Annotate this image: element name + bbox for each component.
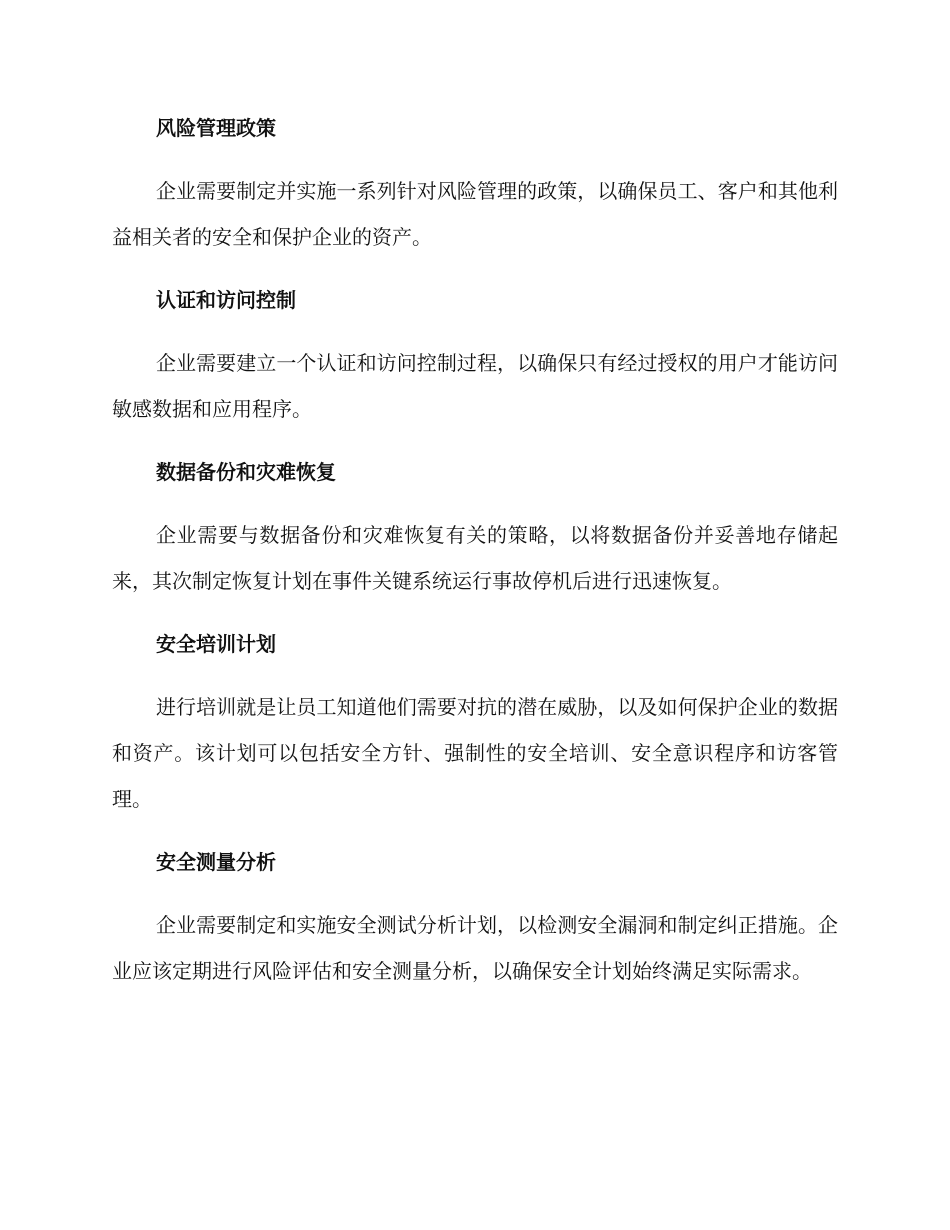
section-paragraph: 企业需要与数据备份和灾难恢复有关的策略，以将数据备份并妥善地存储起来，其次制定恢复计划在事件关键系统运行事故停机后进行迅速恢复。 [112, 523, 838, 593]
section-authentication-access-control [112, 284, 838, 432]
section-backup-disaster-recovery [112, 456, 838, 604]
section-heading: 安全测量分析 [156, 850, 276, 874]
section-heading: 风险管理政策 [156, 116, 276, 140]
section-paragraph: 企业需要建立一个认证和访问控制过程，以确保只有经过授权的用户才能访问敏感数据和应用程序。 [112, 351, 838, 421]
section-heading: 认证和访问控制 [156, 288, 296, 312]
section-risk-management-policy [112, 112, 838, 260]
section-paragraph: 企业需要制定并实施一系列针对风险管理的政策，以确保员工、客户和其他利益相关者的安全和保护企业的资产。 [112, 179, 838, 249]
section-security-measurement-analysis [112, 846, 838, 994]
section-heading: 安全培训计划 [156, 632, 276, 656]
section-paragraph: 企业需要制定和实施安全测试分析计划，以检测安全漏洞和制定纠正措施。企业应该定期进行风险评估和安全测量分析，以确保安全计划始终满足实际需求。 [112, 913, 838, 983]
section-security-training-plan [112, 628, 838, 822]
section-heading: 数据备份和灾难恢复 [156, 460, 336, 484]
section-paragraph: 进行培训就是让员工知道他们需要对抗的潜在威胁，以及如何保护企业的数据和资产。该计划可以包括安全方针、强制性的安全培训、安全意识程序和访客管理。 [112, 695, 838, 811]
